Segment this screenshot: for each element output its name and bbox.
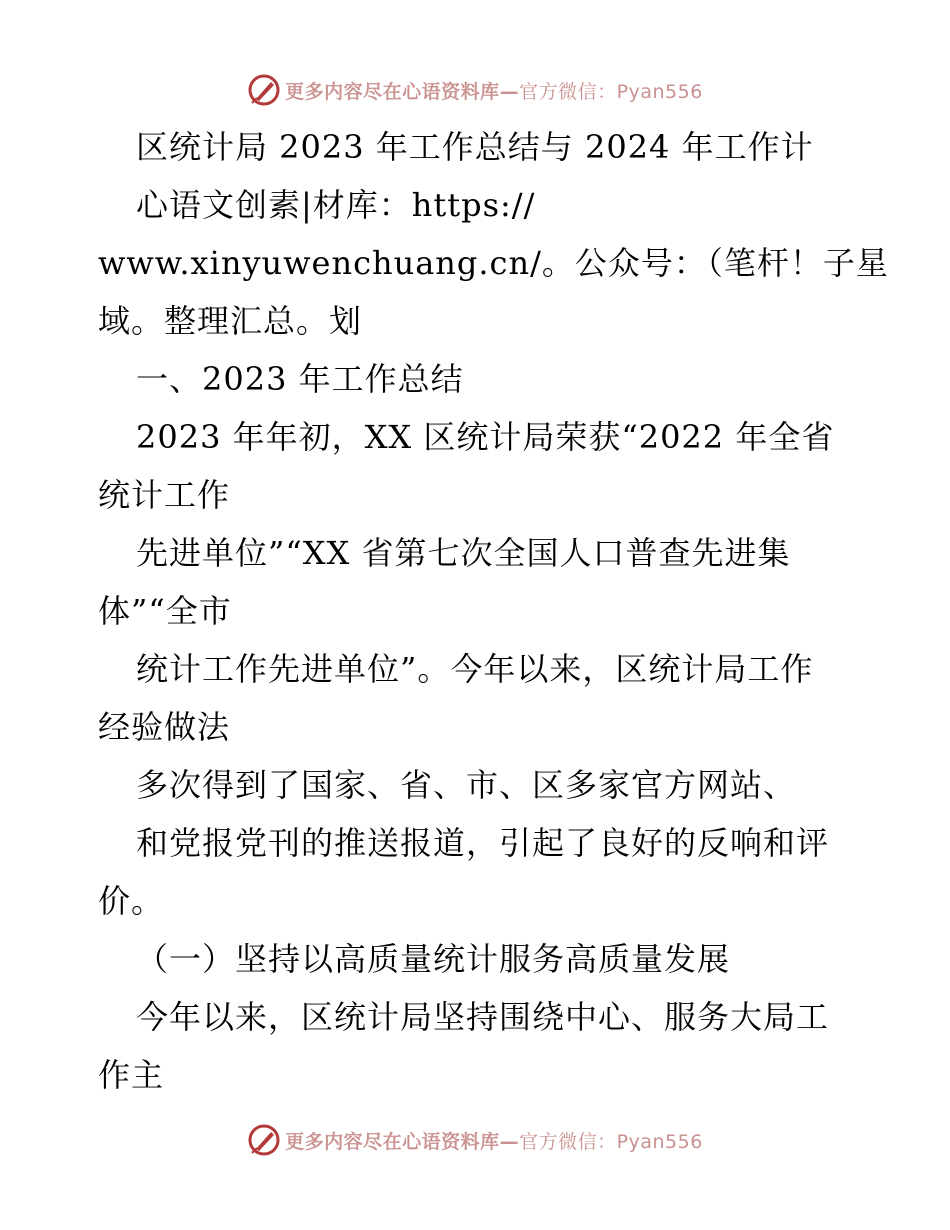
banner-separator: —	[499, 80, 520, 103]
banner-contact-text: 官方微信：Pyan556	[519, 1130, 703, 1153]
subsection-heading: （一）坚持以高质量统计服务高质量发展	[136, 940, 731, 978]
footer-watermark-banner	[0, 1122, 950, 1158]
text-line: 作主	[98, 1056, 165, 1094]
banner-text	[285, 77, 703, 104]
text-line: 体”“全市	[98, 592, 232, 630]
banner-main-text: 更多内容尽在心语资料库	[285, 1130, 500, 1153]
text-line: 统计工作	[98, 476, 231, 514]
text-line: 今年以来，区统计局坚持围绕中心、服务大局工	[136, 998, 830, 1036]
text-line: 先进单位”“XX 省第七次全国人口普查先进集	[136, 534, 791, 572]
banner-contact-text: 官方微信：Pyan556	[519, 80, 703, 103]
text-line: 统计工作先进单位”。今年以来，区统计局工作	[136, 650, 814, 688]
text-line: 域。整理汇总。划	[98, 302, 363, 340]
quill-pen-icon	[247, 73, 281, 107]
section-heading: 一、2023 年工作总结	[136, 360, 464, 398]
text-line: 2023 年年初，XX 区统计局荣获“2022 年全省	[136, 418, 835, 456]
banner-separator: —	[499, 1130, 520, 1153]
text-line: 经验做法	[98, 708, 231, 746]
title-line: 区统计局 2023 年工作总结与 2024 年工作计	[136, 128, 814, 166]
text-line: www.xinyuwenchuang.cn/。公众号：（笔杆！子星	[98, 244, 889, 282]
text-line: 心语文创素|材库：https://	[136, 186, 536, 224]
header-watermark-banner	[0, 72, 950, 108]
quill-pen-icon	[247, 1123, 281, 1157]
text-line: 多次得到了国家、省、市、区多家官方网站、	[136, 766, 797, 804]
banner-main-text: 更多内容尽在心语资料库	[285, 80, 500, 103]
document-body	[98, 118, 889, 1104]
banner-text	[285, 1127, 703, 1154]
text-line: 价。	[98, 882, 165, 920]
text-line: 和党报党刊的推送报道，引起了良好的反响和评	[136, 824, 830, 862]
